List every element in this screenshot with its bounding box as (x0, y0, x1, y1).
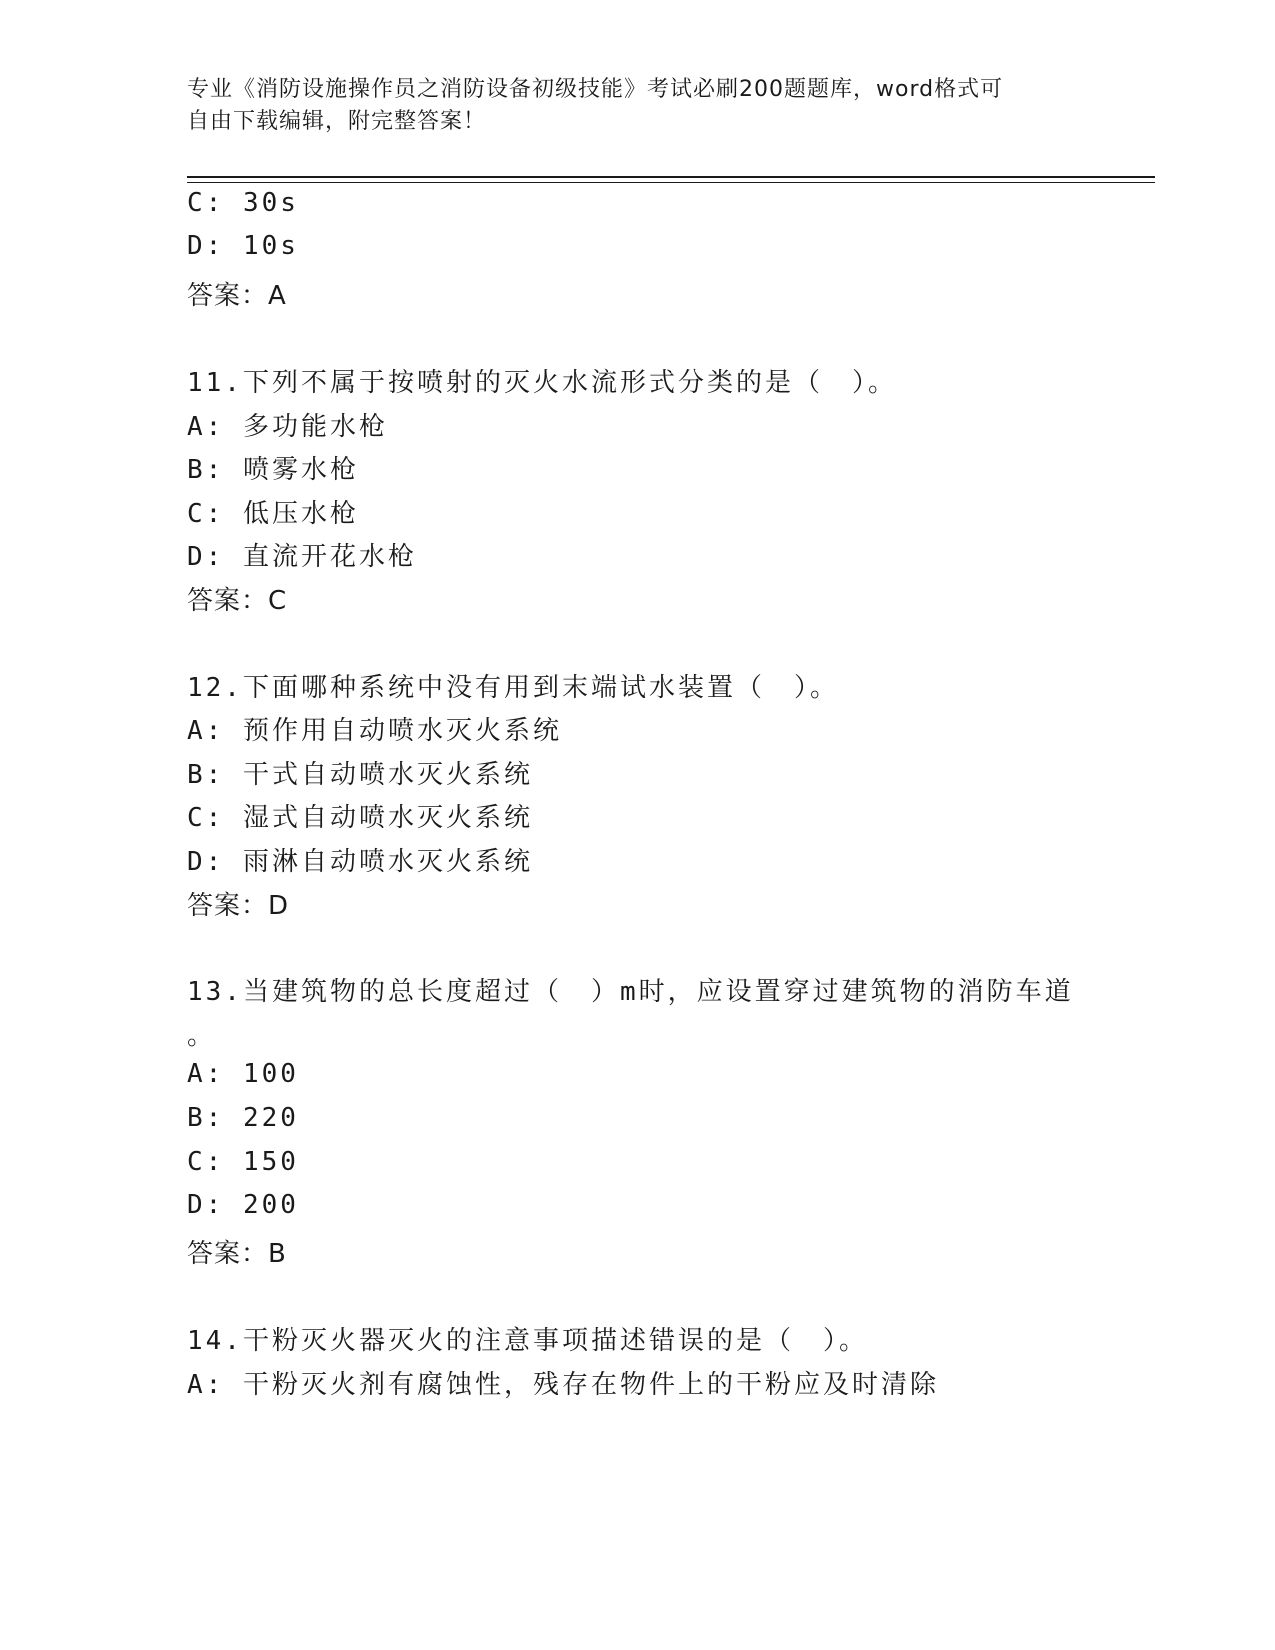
answer-line: 答案：A (187, 281, 287, 311)
option-c: C: 150 (187, 1147, 299, 1177)
question-11: 11.下列不属于按喷射的灭火水流形式分类的是（ ）。 (187, 368, 897, 398)
option-d: D: 雨淋自动喷水灭火系统 (187, 847, 533, 877)
option-c: C: 湿式自动喷水灭火系统 (187, 803, 533, 833)
question-12: 12.下面哪种系统中没有用到末端试水装置（ ）。 (187, 673, 839, 703)
answer-line: 答案：B (187, 1239, 287, 1269)
option-a: A: 干粉灭火剂有腐蚀性，残存在物件上的干粉应及时清除 (187, 1370, 939, 1400)
option-a: A: 100 (187, 1059, 299, 1089)
header-divider-thin (187, 182, 1155, 183)
answer-line: 答案：C (187, 586, 288, 616)
document-header (187, 74, 1067, 138)
option-a: A: 预作用自动喷水灭火系统 (187, 716, 562, 746)
option-c: C: 30s (187, 188, 299, 218)
header-line-1: 专业《消防设施操作员之消防设备初级技能》考试必刷200题题库，word格式可 (187, 77, 1004, 102)
option-a: A: 多功能水枪 (187, 412, 388, 442)
option-b: B: 喷雾水枪 (187, 455, 359, 485)
answer-line: 答案：D (187, 891, 290, 921)
question-14: 14.干粉灭火器灭火的注意事项描述错误的是（ ）。 (187, 1326, 868, 1356)
question-13-continuation: 。 (187, 1021, 217, 1051)
header-line-2: 自由下载编辑，附完整答案！ (187, 109, 487, 134)
option-d: D: 200 (187, 1190, 299, 1220)
option-b: B: 干式自动喷水灭火系统 (187, 760, 533, 790)
question-13: 13.当建筑物的总长度超过（ ）m时，应设置穿过建筑物的消防车道 (187, 977, 1074, 1007)
option-b: B: 220 (187, 1103, 299, 1133)
header-divider-thick (187, 176, 1155, 178)
option-d: D: 10s (187, 231, 299, 261)
option-d: D: 直流开花水枪 (187, 542, 417, 572)
option-c: C: 低压水枪 (187, 499, 359, 529)
